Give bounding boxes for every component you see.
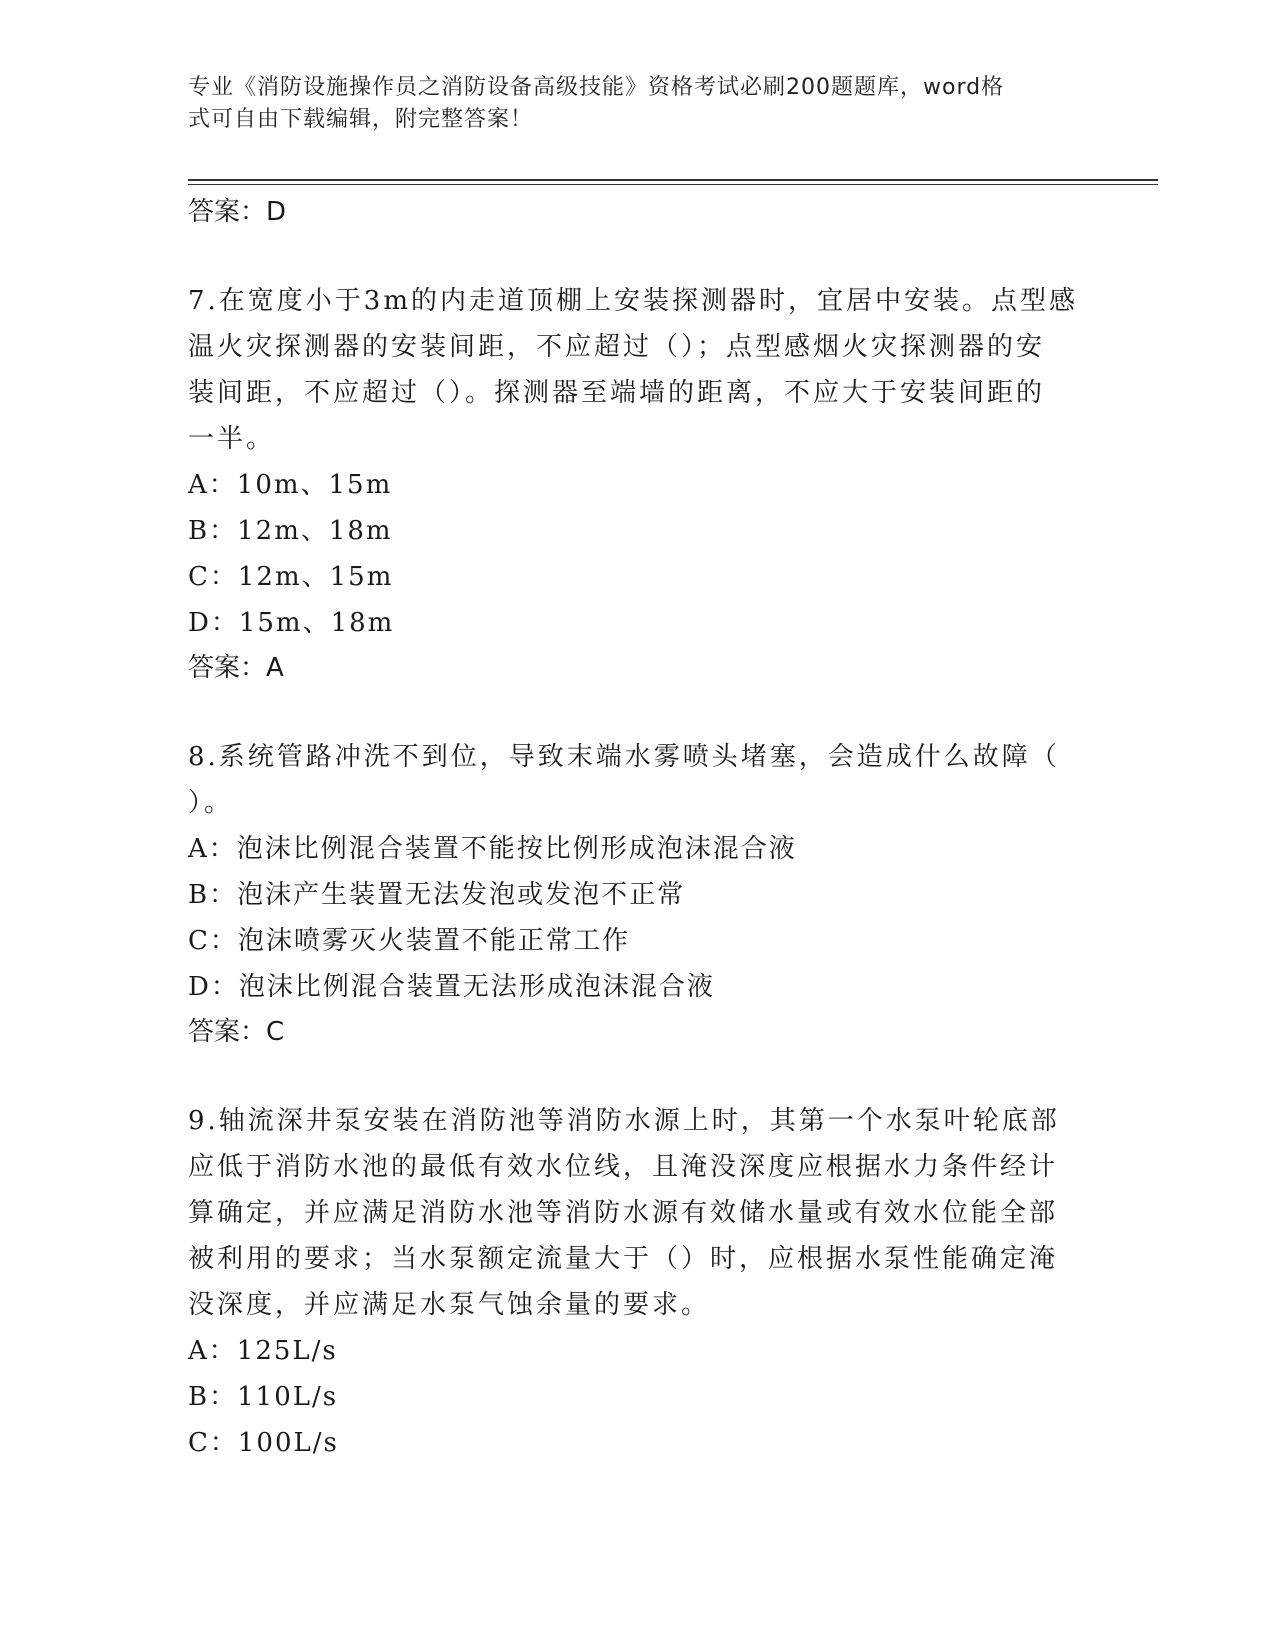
question-line: 温火灾探测器的安装间距，不应超过（）；点型感烟火灾探测器的安 bbox=[188, 332, 1046, 362]
page-header bbox=[188, 72, 1068, 136]
answer: 答案：A bbox=[188, 653, 284, 683]
option-a: A：125L/s bbox=[188, 1336, 338, 1366]
question-line: 装间距，不应超过（）。探测器至端墙的距离，不应大于安装间距的 bbox=[188, 378, 1046, 408]
question-line: 被利用的要求；当水泵额定流量大于（）时，应根据水泵性能确定淹 bbox=[188, 1244, 1059, 1274]
question-line: ）。 bbox=[188, 788, 234, 818]
header-rule-thick bbox=[188, 179, 1158, 181]
header-line-1: 专业《消防设施操作员之消防设备高级技能》资格考试必刷200题题库，word格 bbox=[188, 75, 1005, 100]
question-line: 应低于消防水池的最低有效水位线，且淹没深度应根据水力条件经计 bbox=[188, 1152, 1059, 1182]
option-b: B：12m、18m bbox=[188, 516, 393, 546]
option-b: B：110L/s bbox=[188, 1382, 339, 1412]
answer: 答案：C bbox=[188, 1017, 285, 1047]
question-8 bbox=[188, 734, 1088, 1054]
question-line: 算确定，并应满足消防水池等消防水源有效储水量或有效水位能全部 bbox=[188, 1198, 1059, 1228]
option-a: A：10m、15m bbox=[188, 470, 393, 500]
question-7 bbox=[188, 278, 1088, 690]
question-text bbox=[188, 734, 1088, 826]
previous-answer: 答案：D bbox=[188, 197, 287, 227]
option-c: C：泡沫喷雾灭火装置不能正常工作 bbox=[188, 926, 630, 956]
question-line: 没深度，并应满足水泵气蚀余量的要求。 bbox=[188, 1290, 711, 1320]
header-rule-thin bbox=[188, 184, 1158, 185]
question-line: 一半。 bbox=[188, 424, 276, 454]
question-list bbox=[188, 190, 1088, 1466]
question-line: 7.在宽度小于3m的内走道顶棚上安装探测器时，宜居中安装。点型感 bbox=[188, 286, 1079, 316]
option-c: C：12m、15m bbox=[188, 562, 394, 592]
option-c: C：100L/s bbox=[188, 1428, 339, 1458]
header-line-2: 式可自由下载编辑，附完整答案！ bbox=[188, 107, 534, 132]
option-d: D：15m、18m bbox=[188, 608, 395, 638]
option-b: B：泡沫产生装置无法发泡或发泡不正常 bbox=[188, 880, 686, 910]
question-line: 8.系统管路冲洗不到位，导致末端水雾喷头堵塞，会造成什么故障（ bbox=[188, 742, 1060, 772]
option-d: D：泡沫比例混合装置无法形成泡沫混合液 bbox=[188, 972, 715, 1002]
question-9 bbox=[188, 1098, 1088, 1466]
option-a: A：泡沫比例混合装置不能按比例形成泡沫混合液 bbox=[188, 834, 797, 864]
question-line: 9.轴流深井泵安装在消防池等消防水源上时，其第一个水泵叶轮底部 bbox=[188, 1106, 1060, 1136]
question-text bbox=[188, 1098, 1088, 1328]
question-text bbox=[188, 278, 1088, 462]
